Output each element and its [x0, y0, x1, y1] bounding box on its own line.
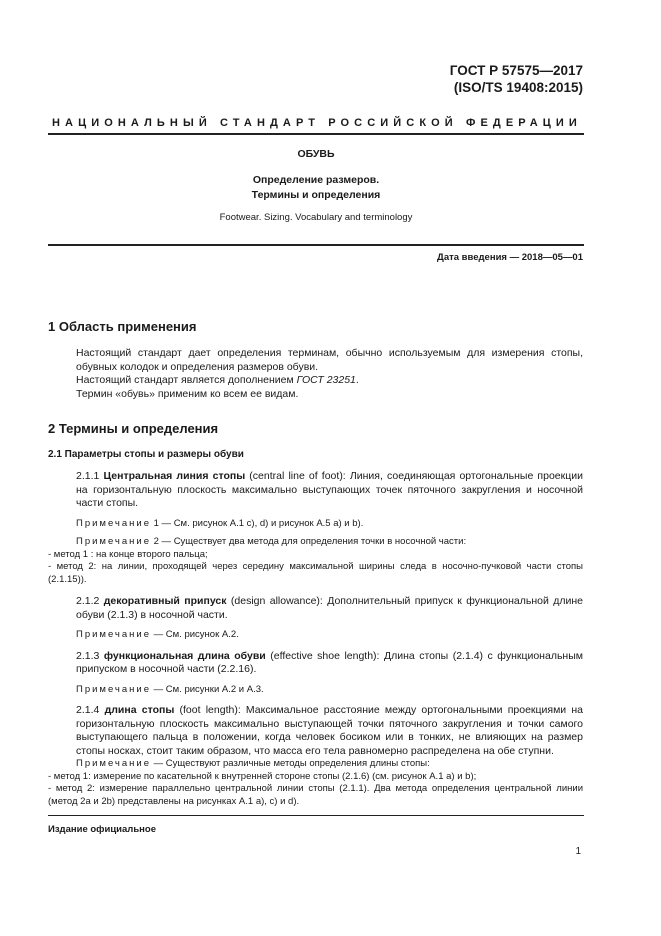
term-definition: (central line of foot): Линия, соединяющая ортогональные проекции на горизонтальную плоскость максимально выступающих точек пяточного закругления и носочной части стопы.	[76, 470, 583, 509]
section-1-para-2	[76, 374, 583, 388]
title-rule	[48, 244, 584, 246]
term-definition: (foot length): Максимальное расстояние между ортогональными проекциями на горизонтальную плоскость максимально выступающей точки пяточного закругления и точки самого выступающего пальца в положении, когда человек босиком или в тонких, не влияющих на размер стопы носках, стоит таким образом, что масса его тела равномерно распределена на обе ступни.	[76, 704, 583, 757]
note-text: 2 — Существует два метода для определения точки в носочной части:	[151, 536, 467, 547]
note-label: Примечание	[76, 683, 151, 695]
term-2-1-4	[76, 704, 583, 758]
standard-code-block	[450, 62, 583, 96]
term-definition: (design allowance): Дополнительный припуск к функциональной длине обуви (2.1.3) в носочной части.	[76, 595, 584, 621]
note-2-1-4-method-1: - метод 1: измерение по касательной к внутренней стороне стопы (2.1.6) (см. рисунок А.1 a) и b);	[48, 770, 477, 782]
note-text: — См. рисунки А.2 и А.3.	[151, 683, 264, 695]
section-1-para-1-text: Настоящий стандарт дает определения терминам, обычно используемым для измерения стопы, обувных колодок и определения размеров обуви.	[76, 347, 583, 373]
note-2-1-1-method-2: - метод 2: на линии, проходящей через середину максимальной ширины следа в носочно-пучковой части стопы (2.1.15)).	[48, 561, 583, 585]
footer-rule	[48, 815, 584, 816]
main-content	[48, 318, 584, 808]
term-name: функциональная длина обуви	[103, 649, 266, 662]
standard-code: ГОСТ Р 57575—2017	[449, 63, 583, 78]
doc-title: ОБУВЬ	[297, 148, 335, 160]
section-1-para-1	[76, 347, 583, 374]
term-number: 2.1.1	[76, 470, 104, 482]
note-text: — Существуют различные методы определения длины стопы:	[151, 758, 430, 769]
term-number: 2.1.3	[76, 649, 104, 662]
term-name: длина стопы	[104, 704, 175, 716]
note-2-1-2	[76, 629, 583, 642]
section-1-para-3	[76, 388, 583, 402]
note-2-1-1-1	[76, 518, 583, 531]
note-2-1-4	[76, 758, 583, 771]
effective-date: Дата введения — 2018—05—01	[437, 252, 583, 263]
term-name: декоративный припуск	[103, 595, 227, 607]
term-name: Центральная линия стопы	[103, 470, 246, 482]
term-number: 2.1.4	[76, 704, 105, 716]
header-rule	[48, 133, 584, 135]
note-2-1-1-method-1: - метод 1 : на конце второго пальца;	[48, 548, 208, 560]
note-2-1-1-2	[76, 536, 583, 549]
note-text: — См. рисунок А.2.	[151, 629, 239, 640]
doc-subtitle-line1: Определение размеров.	[252, 174, 380, 186]
note-label: Примечание	[76, 517, 151, 529]
term-number: 2.1.2	[76, 595, 104, 607]
official-edition-label: Издание официальное	[48, 824, 156, 835]
iso-code: (ISO/TS 19408:2015)	[453, 80, 583, 95]
national-standard-banner: НАЦИОНАЛЬНЫЙ СТАНДАРТ РОССИЙСКОЙ ФЕДЕРАЦИИ	[52, 117, 582, 129]
note-text: 1 — См. рисунок А.1 c), d) и рисунок А.5 a) и b).	[151, 517, 364, 529]
term-2-1-3	[76, 650, 583, 677]
note-2-1-3	[76, 684, 583, 697]
note-label: Примечание	[76, 536, 151, 547]
doc-subtitle	[48, 173, 584, 203]
doc-title-english: Footwear. Sizing. Vocabulary and terminology	[219, 212, 413, 223]
section-2-heading: 2 Термины и определения	[48, 421, 219, 436]
term-2-1-2	[76, 595, 583, 622]
term-definition: (effective shoe length): Длина стопы (2.1.4) с функциональным припуском в носочной части (2.2.16).	[76, 649, 583, 675]
term-2-1-1	[76, 470, 583, 511]
doc-subtitle-line2: Термины и определения	[251, 189, 381, 201]
section-1-para-3-text: Термин «обувь» применим ко всем ее видам.	[76, 387, 299, 400]
section-1-para-2-end: .	[355, 374, 359, 386]
note-2-1-4-method-2: - метод 2: измерение параллельно центральной линии стопы (2.1.1). Два метода определения центральной линии (метод 2a и 2b) представлены на рисунках А.1 a), c) и d).	[48, 783, 583, 807]
note-label: Примечание	[76, 758, 151, 769]
section-1-heading: 1 Область применения	[48, 319, 197, 334]
subsection-2-1-heading: 2.1 Параметры стопы и размеры обуви	[48, 449, 244, 460]
page-number: 1	[575, 846, 581, 857]
section-1-para-2-text: Настоящий стандарт является дополнением	[76, 374, 297, 386]
note-label: Примечание	[76, 629, 151, 640]
gost-reference: ГОСТ 23251	[296, 374, 356, 386]
